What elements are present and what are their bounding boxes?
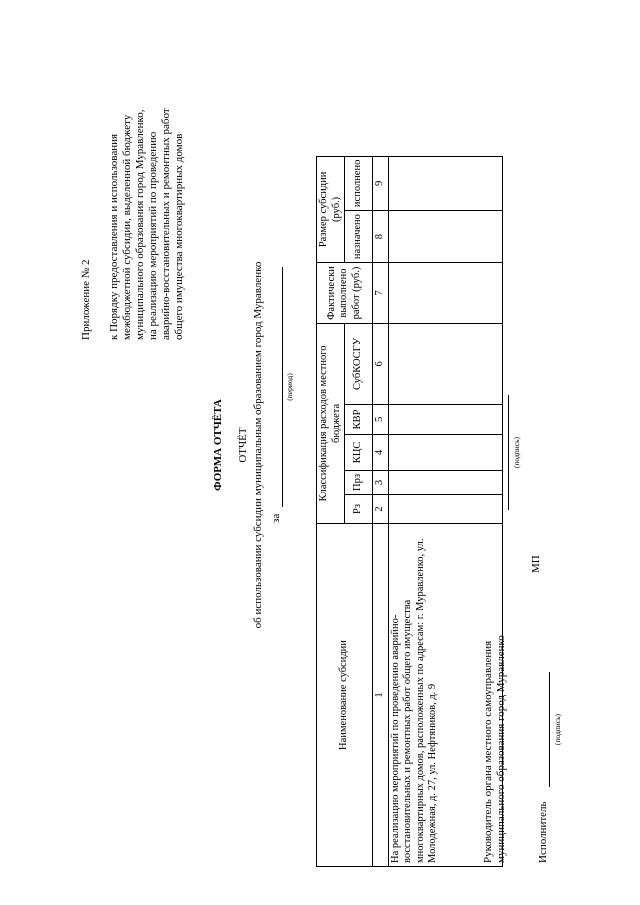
period-line <box>282 267 283 507</box>
executor-signature-caption: (подпись) <box>553 713 562 746</box>
report-subtitle: об использовании субсидии муниципальным образованием город Муравленко <box>252 261 264 629</box>
header-subkosgu: СубКОСГУ <box>345 323 373 404</box>
report-title: ОТЧЁТ <box>237 427 249 463</box>
appendix-line: аварийно-восстановительных и ремонтных работ <box>160 108 172 340</box>
period-caption: (период) <box>285 373 294 401</box>
col-number: 3 <box>373 470 389 494</box>
executor-signature-line <box>549 672 550 787</box>
appendix-line: муниципального образования город Муравленко, <box>134 109 146 340</box>
executed-cell <box>388 156 502 210</box>
col-number: 9 <box>373 156 389 210</box>
assigned-cell <box>388 211 502 263</box>
stamp-label: МП <box>530 555 542 573</box>
numbers-row <box>373 156 389 866</box>
appendix-line: на реализацию мероприятий по проведению <box>147 131 159 340</box>
col-number: 7 <box>373 263 389 324</box>
header-rz: Рз <box>345 495 373 524</box>
col-number: 5 <box>373 404 389 434</box>
subsidy-name-cell: На реализацию мероприятий по проведению аварийно-восстановительных и ремонтных работ общего имущества многоквартирных домов, расположенных по адресам: г. Муравленко, ул. Молодежная, д. 27, ул. Нефтяников, д. 9 <box>388 524 502 867</box>
col-number: 8 <box>373 211 389 263</box>
header-size: Размер субсидии (руб.) <box>317 156 345 263</box>
report-table <box>316 156 503 867</box>
col-number: 6 <box>373 323 389 404</box>
prz-cell <box>388 470 502 494</box>
actual-cell <box>388 263 502 324</box>
appendix-line: к Порядку предоставления и использования <box>108 133 120 340</box>
col-number: 2 <box>373 495 389 524</box>
appendix-line: общего имущества многоквартирных домов <box>173 133 185 340</box>
header-assigned: назначено <box>345 211 373 263</box>
header-executed: исполнено <box>345 156 373 210</box>
head-signature-line <box>508 395 509 510</box>
appendix-title: Приложение № 2 <box>80 259 92 340</box>
rz-cell <box>388 495 502 524</box>
header-kvr: КВР <box>345 404 373 434</box>
header-actual: Фактически выполнено работ (руб.) <box>317 263 373 324</box>
header-prz: Прз <box>345 470 373 494</box>
head-title-line: Руководитель органа местного самоуправления <box>482 640 494 863</box>
col-number: 1 <box>373 524 389 867</box>
header-kcs: КЦС <box>345 434 373 470</box>
executor-label: Исполнитель <box>537 801 549 863</box>
subkosgu-cell <box>388 323 502 404</box>
header-classification: Классификация расходов местного бюджета <box>317 323 345 523</box>
head-title <box>482 635 508 863</box>
col-number: 4 <box>373 434 389 470</box>
form-title: ФОРМА ОТЧЁТА <box>212 399 224 491</box>
head-title-line: муниципального образования город Муравленко <box>495 635 507 863</box>
period-prefix: за <box>270 513 282 523</box>
appendix-text <box>108 108 186 340</box>
head-signature-caption: (подпись) <box>512 436 521 469</box>
header-row <box>317 156 345 866</box>
kcs-cell <box>388 434 502 470</box>
kvr-cell <box>388 404 502 434</box>
header-name: Наименование субсидии <box>317 524 373 867</box>
appendix-line: межбюджетной субсидии, выделенной бюджету <box>121 114 133 340</box>
